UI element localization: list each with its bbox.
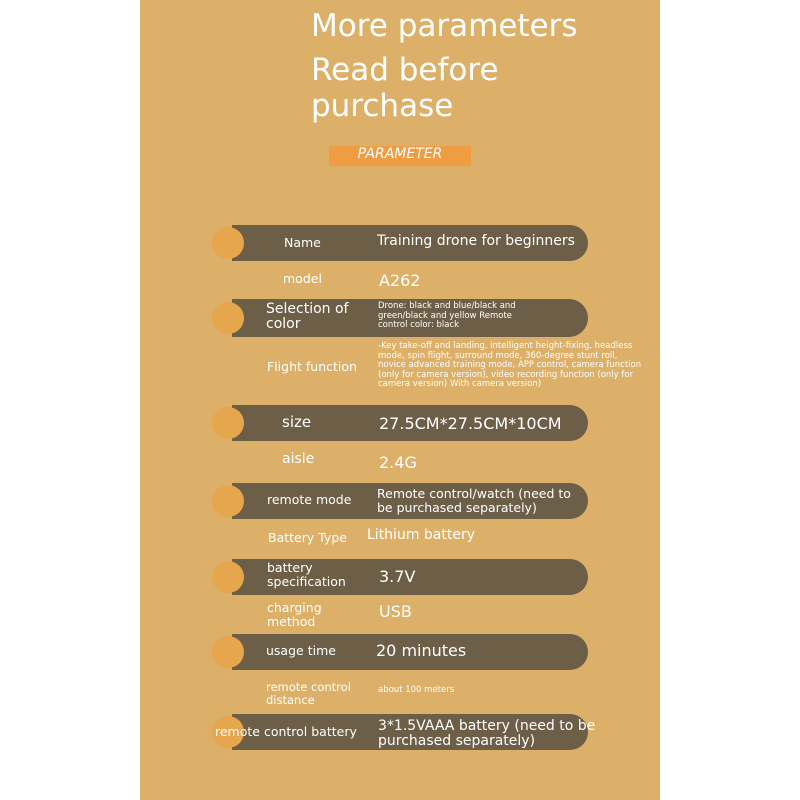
param-value: 20 minutes xyxy=(376,641,467,660)
param-row-flight-function xyxy=(212,340,642,396)
param-value: 2.4G xyxy=(379,453,417,472)
param-value: Training drone for beginners xyxy=(377,233,575,249)
param-row-battery-type xyxy=(212,523,588,555)
param-label: charging method xyxy=(267,600,322,629)
param-value: -Key take-off and landing, intelligent height-fixing, headless mode, spin flight, surround mode, 360-degree stunt roll, novice advanced training mode, APP control, camera function (only for camera version), video recording function (only for camera version) With camera version) xyxy=(378,341,642,389)
param-row-remote-mode xyxy=(212,483,588,519)
param-row-aisle xyxy=(212,446,588,478)
param-value: Lithium battery xyxy=(367,527,476,543)
param-row-charging-method xyxy=(212,598,588,630)
bullet-dot xyxy=(212,561,244,593)
param-row-remote-battery xyxy=(212,714,596,750)
param-label: Flight function xyxy=(267,359,357,374)
param-value: A262 xyxy=(379,271,421,290)
param-value: USB xyxy=(379,602,412,621)
heading-line-2: Read before purchase xyxy=(311,52,499,124)
param-row-name xyxy=(212,225,588,261)
param-label: remote mode xyxy=(267,492,352,507)
param-label: model xyxy=(283,271,322,286)
param-value: 3*1.5VAAA battery (need to be purchased separately) xyxy=(378,718,596,749)
param-value: about 100 meters xyxy=(378,685,455,695)
param-row-size xyxy=(212,405,588,441)
param-label: size xyxy=(282,413,312,431)
bullet-dot xyxy=(212,636,244,668)
heading-line-1: More parameters xyxy=(311,8,578,44)
bullet-dot xyxy=(212,227,244,259)
bullet-dot xyxy=(212,302,244,334)
param-row-remote-distance xyxy=(212,676,588,708)
parameter-panel xyxy=(140,0,660,800)
param-label: remote control distance xyxy=(266,680,351,707)
param-label: Selection of color xyxy=(266,301,349,332)
param-row-usage-time xyxy=(212,634,588,670)
param-label: Battery Type xyxy=(268,530,347,545)
param-row-battery-spec xyxy=(212,559,588,595)
param-row-color xyxy=(212,299,588,337)
param-label: remote control battery xyxy=(215,724,357,739)
parameter-badge: PARAMETER xyxy=(329,146,471,166)
param-value: Remote control/watch (need to be purchased separately) xyxy=(377,486,571,515)
param-value: Drone: black and blue/black and green/black and yellow Remote control color: black xyxy=(378,301,516,330)
param-value: 3.7V xyxy=(379,567,416,586)
param-value: 27.5CM*27.5CM*10CM xyxy=(379,414,562,433)
param-label: aisle xyxy=(282,451,315,467)
param-label: usage time xyxy=(266,643,336,658)
param-row-model xyxy=(212,264,588,296)
param-label: battery specification xyxy=(267,560,346,589)
bullet-dot xyxy=(212,407,244,439)
bullet-dot xyxy=(212,485,244,517)
param-label: Name xyxy=(284,235,321,250)
